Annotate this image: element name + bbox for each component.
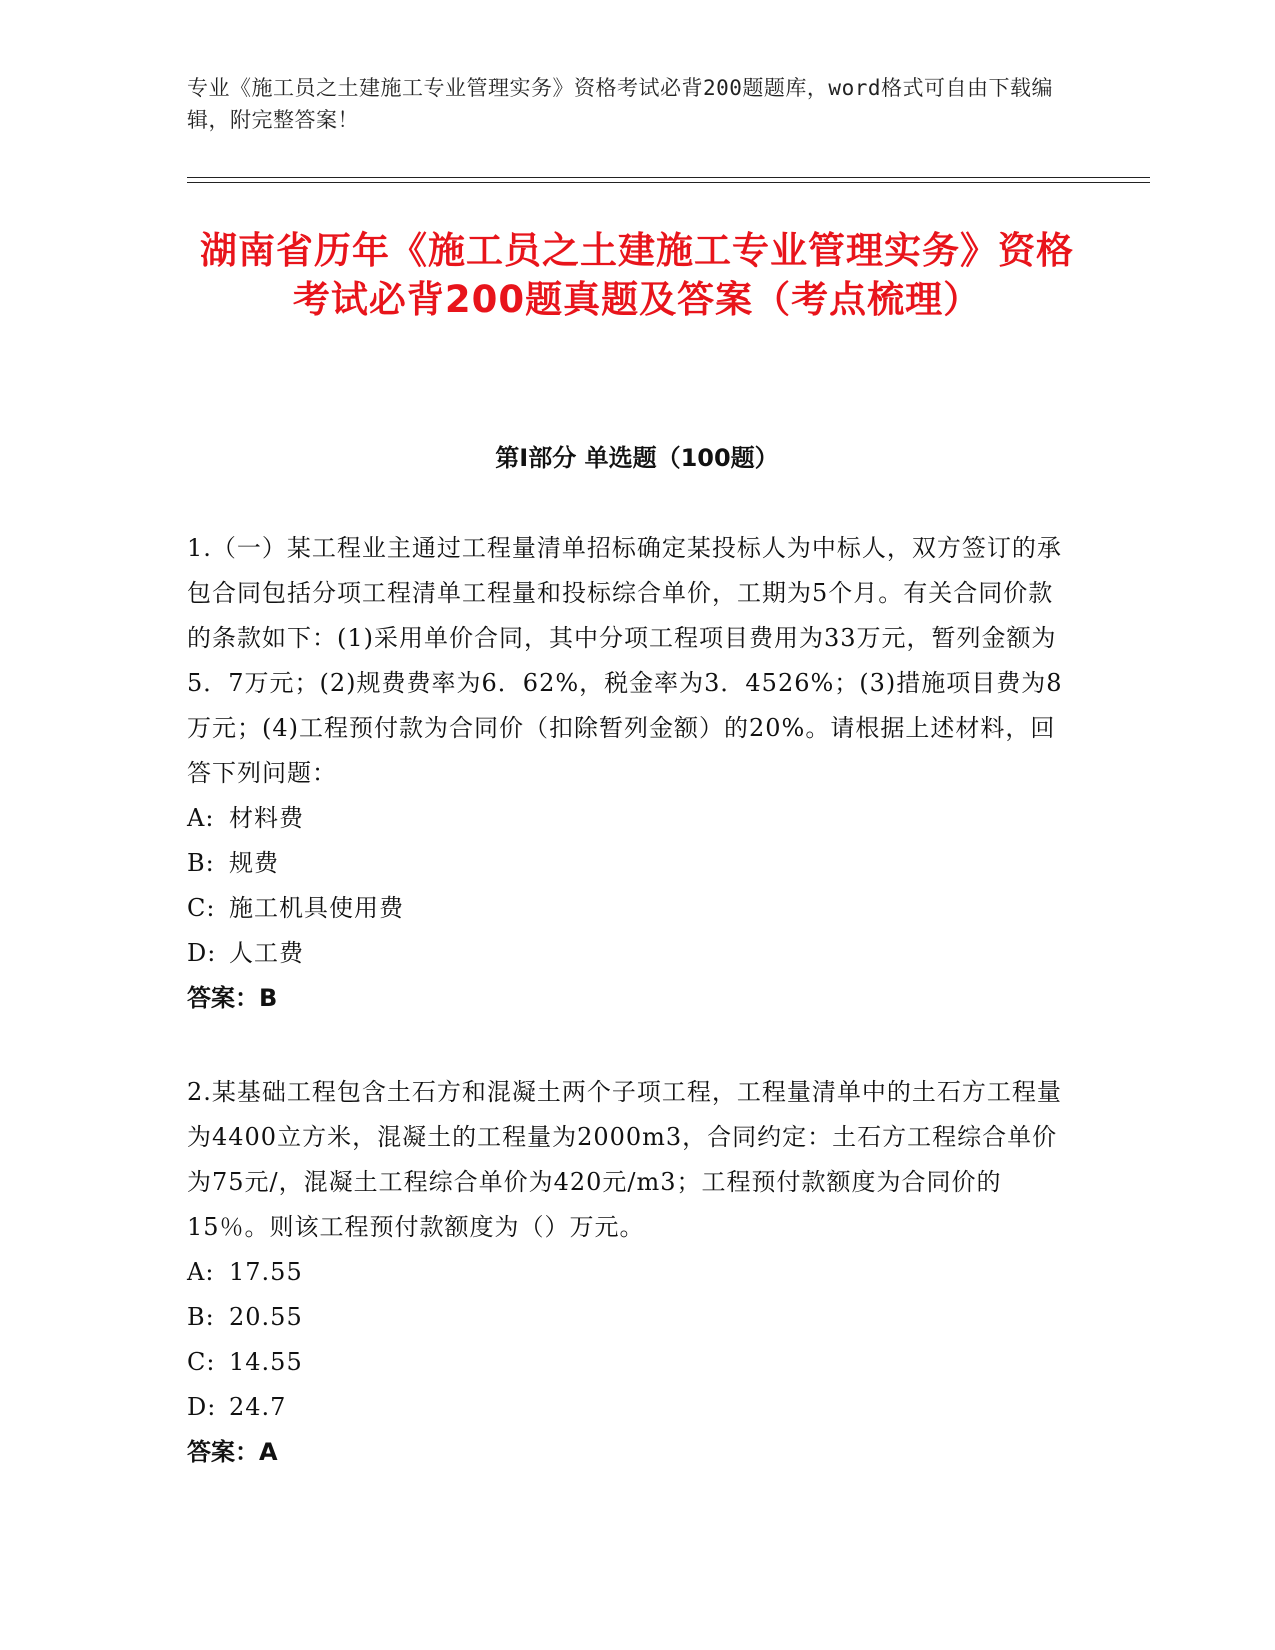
option-d — [187, 1385, 1067, 1430]
option-a — [187, 1250, 1067, 1295]
document-title: 湖南省历年《施工员之土建施工专业管理实务》资格考试必背200题真题及答案（考点梳理） — [200, 229, 1074, 321]
option-a — [187, 796, 1067, 841]
option-key: D: — [187, 939, 217, 967]
option-d — [187, 931, 1067, 976]
option-key: B: — [187, 1303, 215, 1331]
option-c — [187, 1340, 1067, 1385]
option-key: C: — [187, 1348, 216, 1376]
option-key: B: — [187, 849, 215, 877]
question-1 — [187, 526, 1067, 1021]
question-stem: 1.（一）某工程业主通过工程量清单招标确定某投标人为中标人，双方签订的承包合同包括分项工程清单工程量和投标综合单价，工期为5个月。有关合同价款的条款如下：(1)采用单价合同，其中分项工程项目费用为33万元，暂列金额为5．7万元；(2)规费费率为6．62%，税金率为3．4526%；(3)措施项目费为8万元；(4)工程预付款为合同价（扣除暂列金额）的20%。请根据上述材料，回答下列问题： — [187, 534, 1063, 787]
option-text: 规费 — [229, 849, 279, 877]
option-text: 人工费 — [229, 939, 304, 967]
option-c — [187, 886, 1067, 931]
option-text: 施工机具使用费 — [229, 894, 404, 922]
answer-line: 答案：B — [187, 984, 278, 1012]
option-text: 17.55 — [229, 1258, 303, 1286]
header-note: 专业《施工员之土建施工专业管理实务》资格考试必背200题题库，word格式可自由下载编辑，附完整答案！ — [187, 76, 1053, 132]
option-text: 20.55 — [229, 1303, 303, 1331]
header-divider-top — [187, 177, 1150, 178]
option-text: 24.7 — [229, 1393, 287, 1421]
section-title: 第I部分 单选题（100题） — [495, 444, 779, 472]
option-key: D: — [187, 1393, 217, 1421]
option-text: 14.55 — [229, 1348, 303, 1376]
option-b — [187, 1295, 1067, 1340]
option-b — [187, 841, 1067, 886]
header-divider-bottom — [187, 182, 1150, 183]
question-stem: 2.某基础工程包含土石方和混凝土两个子项工程，工程量清单中的土石方工程量为4400立方米，混凝土的工程量为2000m3，合同约定：土石方工程综合单价为75元/，混凝土工程综合单价为420元/m3；工程预付款额度为合同价的15％。则该工程预付款额度为（）万元。 — [187, 1078, 1062, 1241]
question-2 — [187, 1070, 1067, 1475]
option-key: C: — [187, 894, 216, 922]
answer-line: 答案：A — [187, 1438, 278, 1466]
option-text: 材料费 — [229, 804, 304, 832]
option-key: A: — [187, 804, 215, 832]
option-key: A: — [187, 1258, 215, 1286]
